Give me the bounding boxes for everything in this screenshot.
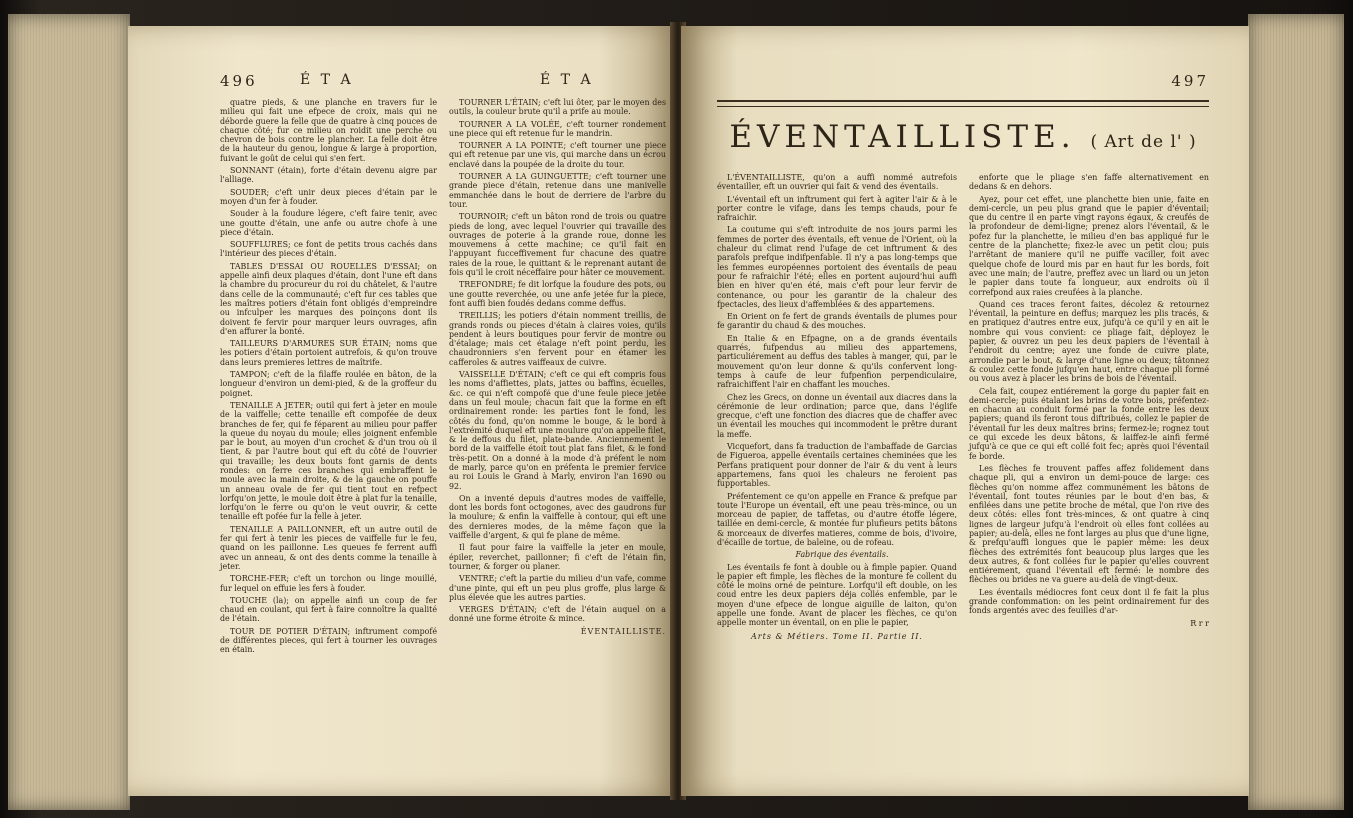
paragraph: Préfentement ce qu'on appelle en France & prefque par toute l'Europe un éventail, eft une peau très-mince, ou un morceau de papier, de taffetas, ou d'autre étoffe légere, taillée en demi-cercle, & montée fur plufieurs petits bâtons & morceaux de diverfes matieres, comme de bois, d'ivoire, d'écaille de tortue, de baleine, ou de rofeau. (717, 491, 957, 547)
paragraph: TOURNOIR; c'eft un bâton rond de trois ou quatre pieds de long, avec lequel l'ouvrier qui travaille des ouvrages de poterie à la grande roue, donne les mouvemens à cette machine; ce qu'il fait en l'appuyant fucceffivement fur chacune des quatre raies de la roue, le quittant & le reprenant autant de fois qu'il le croit néceffaire pour hâter ce mouvement. (449, 212, 666, 278)
paragraph: On a inventé depuis d'autres modes de vaiffelle, dont les bords font octogones, avec des gaudrons fur la moulure; & enfin la vaiffelle à contour, qui eft une des dernieres modes, de la même façon que la vaiffelle d'argent, & qui fe plane de même. (449, 493, 666, 541)
paragraph: L'éventail eft un inftrument qui fert à agiter l'air & à le porter contre le vifage, dans les temps chauds, pour fe rafraichir. (717, 194, 957, 223)
paragraph: Souder à la foudure légere, c'eft faire tenir, avec une goutte d'étain, une anfe ou autre chofe à une piece d'étain. (220, 209, 437, 237)
header-double-rule (717, 100, 1209, 107)
article-title-subtitle: ( Art de l' ) (1090, 132, 1197, 152)
paragraph: Les flèches fe trouvent paffes affez folidement dans chaque pli, qui a environ un demi-pouce de large: ces flèches qu'on nomme affez communément les bâtons de l'éventail, font toutes réunies par le bout d'en bas, & enfilées dans une petite broche de métal, que l'on rive des deux côtés: elles font très-minces, & ont quatre à cinq lignes de largeur jufqu'à l'endroit où elles font collées au papier; au-delà, elles ne font larges au plus que d'une ligne, & prefqu'auffi longues que le papier même: les deux flèches des extrémités font beaucoup plus larges que les deux autres, & font collées fur le papier qu'elles couvrent entiérement, quand l'éventail eft fermé: le nombre des flèches ou brides ne va guere au-delà de vingt-deux. (969, 463, 1210, 585)
paragraph: TOURNER A LA POINTE; c'eft tourner une piece qui eft retenue par une vis, qui marche dans un écrou enclavé dans la poupée de la droite du tour. (449, 141, 666, 169)
left-page-header (220, 72, 666, 94)
paragraph: TOURNER A LA GUINGUETTE; c'eft tourner une grande piece d'étain, retenue dans une manivelle emmanchée dans le bout de derriere de l'arbre du tour. (449, 172, 666, 209)
paragraph: Les éventails fe font à double ou à fimple papier. Quand le papier eft fimple, les flèches de la monture fe collent du côté le moins orné de peinture. Lorfqu'il eft double, on les coud entre les deux papiers déja collés enfemble, par le moyen d'une efpece de longue aiguille de laiton, qu'on appelle une fonde. Avant de placer les flèches, ce qu'on appelle monter un éventail, on en plie le papier, (717, 562, 957, 628)
paragraph: TOURNER A LA VOLÉE, c'eft tourner rondement une piece qui eft retenue fur le mandrin. (449, 119, 666, 138)
right-column-1 (717, 173, 957, 641)
paragraph: Les éventails médiocres font ceux dont il fe fait la plus grande confommation: on les peint ordinairement fur des fonds argentés avec des feuilles d'ar- (969, 587, 1209, 616)
left-page (128, 26, 676, 796)
printer-signature-mark: R r r (1190, 618, 1209, 628)
paragraph: En Italie & en Efpagne, on a de grands éventails quarrés, fufpendus au milieu des appartemens, particuliérement au deffus des tables à manger, qui, par le mouvement qu'on leur donne & qu'ils confervent long-temps à caufe de leur fufpenfion perpendiculaire, rafraichiffent l'air en chaffant les mouches. (717, 333, 957, 390)
paragraph: TENAILLE A JETER; outil qui fert à jeter en moule de la vaiffelle; cette tenaille eft compofée de deux branches de fer, qui fe féparent au milieu pour paffer la queue du noyau du moule; elles joignent enfemble par le bout, au moyen d'un crochet & d'un trou où il tient, & par l'autre bout qui eft du côté de l'ouvrier qui travaille; les deux bouts font garnis de dents rondes: on ferre ces branches qui embraffent le moule avec la main droite, & de la gauche on pouffe un anneau ovale de fer qui tient tout en refpect lorfqu'on jette, le moule doit être à plat fur la tenaille, lorfqu'on le ferre ou qu'on le veut ouvrir, & cette tenaille eft pofée fur la felle à jeter. (220, 400, 437, 522)
paragraph: La coutume qui s'eft introduite de nos jours parmi les femmes de porter des éventails, eft venue de l'Orient, où la chaleur du climat rend l'ufage de cet inftrument & des parafols prefque indifpenfable. Il n'y a pas long-temps que les femmes européennes portoient des éventails de peau pour fe rafraichir l'été; elles en portent aujourd'hui auffi bien en hiver qu'en été, mais c'eft pour leur fervir de contenance, ou pour les garantir de la chaleur des fpectacles, des lieux d'affemblées & des appartemens. (717, 225, 957, 309)
article-title (717, 119, 1209, 155)
paragraph: TREILLIS; les potiers d'étain nomment treillis, de grands ronds ou pieces d'étain à claires voies, qu'ils pendent à leurs boutiques pour fervir de montre ou d'étalage; mais cet étalage n'eft point perdu, les chaudronniers s'en fervent pour en étamer les cafferoles & autres vaiffeaux de cuivre. (449, 311, 666, 367)
left-page-columns (220, 98, 666, 658)
right-page-stack-edge (1248, 14, 1344, 810)
paragraph: Cela fait, coupez entiérement la gorge du papier fait en demi-cercle; puis étalant les brins de votre bois, préfentez-en chacun au conduit formé par la fonde entre les deux papiers; quand ils feront tous diftribués, collez le papier de l'éventail fur les deux maîtres brins; fermez-le; rognez tout ce qui excede les deux bâtons, & laiffez-le ainfi fermé jufqu'à ce que ce qui eft collé foit fec; après quoi l'éventail fe borde. (969, 386, 1209, 461)
article-title-main: ÉVENTAILLISTE. (729, 119, 1076, 155)
paragraph: Il faut pour faire la vaiffelle la jeter en moule, épiler, reverchet, paillonner; fi c'eft de l'étain fin, tourner, & forger ou planer. (449, 543, 666, 571)
paragraph: TOUCHE (la); on appelle ainfi un coup de fer chaud en coulant, qui fert à faire connoître la qualité de l'étain. (220, 595, 437, 624)
left-page-number: 496 (220, 72, 258, 90)
paragraph: TABLES D'ESSAI OU ROUELLES D'ESSAI; on appelle ainfi deux plaques d'étain, dont l'une eft dans la chambre du procureur du roi du châtelet, & l'autre dans celle de la communauté; c'eft fur ces tables que les maîtres potiers d'étain font obligés d'empreindre ou infculper les marques des poinçons dont ils doivent fe fervir pour marquer leurs ouvrages, afin d'en affurer la bonté. (220, 261, 437, 336)
paragraph: SOUFFLURES; ce font de petits trous cachés dans l'intérieur des pieces d'étain. (220, 240, 437, 259)
paragraph: SONNANT (étain), forte d'étain devenu aigre par l'alliage. (220, 166, 437, 185)
paragraph: Ayez, pour cet effet, une planchette bien unie, faite en demi-cercle, un peu plus grand que le papier d'éventail; que du centre il en parte vingt rayons égaux, & creufés de la profondeur de demi-ligne; prenez alors l'éventail, & le pofez fur la planchette, le milieu d'en bas appliqué fur le centre de la planchette; fixez-le avec un petit clou; puis l'arrêtant de maniere qu'il ne puiffe vaciller, foit avec quelque chofe de lourd mis par en haut fur les bords, foit avec une main; de l'autre, preffez avec un liard ou un jeton le papier dans toute fa longueur, aux endroits où il correfpond aux raies creufées à la planche. (969, 194, 1209, 297)
next-article-catchword: ÉVENTAILLISTE. (580, 626, 666, 636)
paragraph: TAILLEURS D'ARMURES SUR ÉTAIN; noms que les potiers d'étain portoient autrefois, & qu'on trouve dans leurs premieres lettres de maîtrife. (220, 339, 437, 367)
right-page-columns (717, 173, 1209, 641)
left-running-head-col1: É T A (300, 72, 354, 88)
paragraph: Vicquefort, dans fa traduction de l'ambaffade de Garcias de Figueroa, appelle éventails certaines cheminées que les Perfans pratiquent pour donner de l'air & du vent à leurs appartemens, fans quoi les chaleurs ne feroient pas fupportables. (717, 442, 957, 489)
paragraph: SOUDER; c'eft unir deux pieces d'étain par le moyen d'un fer à fouder. (220, 187, 437, 206)
paragraph: TORCHE-FER; c'eft un torchon ou linge mouillé, fur lequel on effuie les fers à fouder. (220, 574, 437, 593)
paragraph: TOURNER L'ÉTAIN; c'eft lui ôter, par le moyen des outils, la couleur brute qu'il a prife au moule. (449, 98, 666, 117)
paragraph: TENAILLE A PAILLONNER, eft un autre outil de fer qui fert à tenir les pieces de vaiffelle fur le feu, quand on les paillonne. Les queues fe ferrent auffi avec un anneau, & ont des dents comme la tenaille à jeter. (220, 524, 437, 571)
paragraph: quatre pieds, & une planche en travers fur le milieu qui fait une efpece de croix, mais qui ne déborde guere la felle que de quatre à cinq pouces de chaque côté; fur ce milieu on roidit une perche ou chevron de bois contre le plancher. La felle doit être de la hauteur du genou, longue & large à proportion, fuivant le goût de celui qui s'en fert. (220, 98, 437, 163)
left-running-head-col2: É T A (540, 72, 594, 88)
right-column-2 (969, 173, 1209, 641)
paragraph: TAMPON; c'eft de la filaffe roulée en bâton, de la longueur d'environ un demi-pied, & de la groffeur du poignet. (220, 370, 437, 398)
section-heading: Fabrique des éventails. (795, 550, 889, 560)
paragraph: VENTRE; c'eft la partie du milieu d'un vafe, comme d'une pinte, qui eft un peu plus groffe, plus large & plus élevée que les autres parties. (449, 574, 666, 602)
paragraph: enforte que le pliage s'en faffe alternativement en dedans & en dehors. (969, 173, 1209, 192)
paragraph: Quand ces traces feront faites, décolez & retournez l'éventail, la peinture en deffus; marquez les plis tracés, & en pratiquez d'autres entre eux, jufqu'à ce qu'il y en ait le nombre qui vous convient: ce pliage fait, déployez le papier, & ouvrez un peu les deux papiers de l'éventail à l'endroit du centre; ayez une fonde de cuivre plate, arrondie par le bout, & large d'une ligne ou deux; tâtonnez & coulez cette fonde jufqu'en haut, entre chaque pli formé ou vous avez à placer les brins de bois de l'éventail. (969, 299, 1209, 384)
left-page-stack-edge (8, 14, 130, 810)
paragraph: VAISSELLE D'ÉTAIN; c'eft ce qui eft compris fous les noms d'affiettes, plats, jattes ou baffins, écuelles, &c. ce qui n'eft compofé que d'une feule piece jetée dans un feul moule; chacun fait que la forme en eft ordinairement ronde: les parties font le fond, les côtés du fond, qu'on nomme le bouge, & le bord à l'extrémité duquel eft une moulure qu'on appelle filet, & le deffous du filet, plate-bande. Anciennement le bord de la vaiffelle étoit tout plat fans filet, & le fond très-petit. On a donné à la mode d'à préfent le nom de marly, parce qu'on en préfenta le premier fervice au roi Louis le Grand à Marly, environ l'an 1690 ou 92. (449, 370, 666, 491)
left-column-1 (220, 98, 437, 658)
paragraph: TREFONDRE; fe dit lorfque la foudure des pots, ou une goutte reverchée, ou une anfe jetée fur la piece, font auffi bien foudés dedans comme deffus. (449, 280, 666, 308)
paragraph: VERGES D'ÉTAIN; c'eft de l'étain auquel on a donné une forme étroite & mince. (449, 605, 666, 624)
page-footer: Arts & Métiers. Tome II. Partie II. (751, 631, 923, 641)
paragraph: Chez les Grecs, on donne un éventail aux diacres dans la cérémonie de leur ordination; parce que, dans l'églife grecque, c'eft une fonction des diacres que de chaffer avec un éventail les mouches qui incommodent le prêtre durant la meffe. (717, 392, 957, 439)
paragraph: En Orient on fe fert de grands éventails de plumes pour fe garantir du chaud & des mouches. (717, 312, 957, 331)
right-page-header (717, 72, 1209, 94)
paragraph: L'ÉVENTAILLISTE, qu'on a auffi nommé autrefois éventailler, eft un ouvrier qui fait & vend des éventails. (717, 173, 957, 192)
right-page-number: 497 (1171, 72, 1209, 90)
right-page (681, 26, 1249, 796)
left-column-2 (449, 98, 666, 658)
paragraph: TOUR DE POTIER D'ÉTAIN; inftrument compofé de différentes pieces, qui fert à tourner les ouvrages en étain. (220, 626, 437, 655)
